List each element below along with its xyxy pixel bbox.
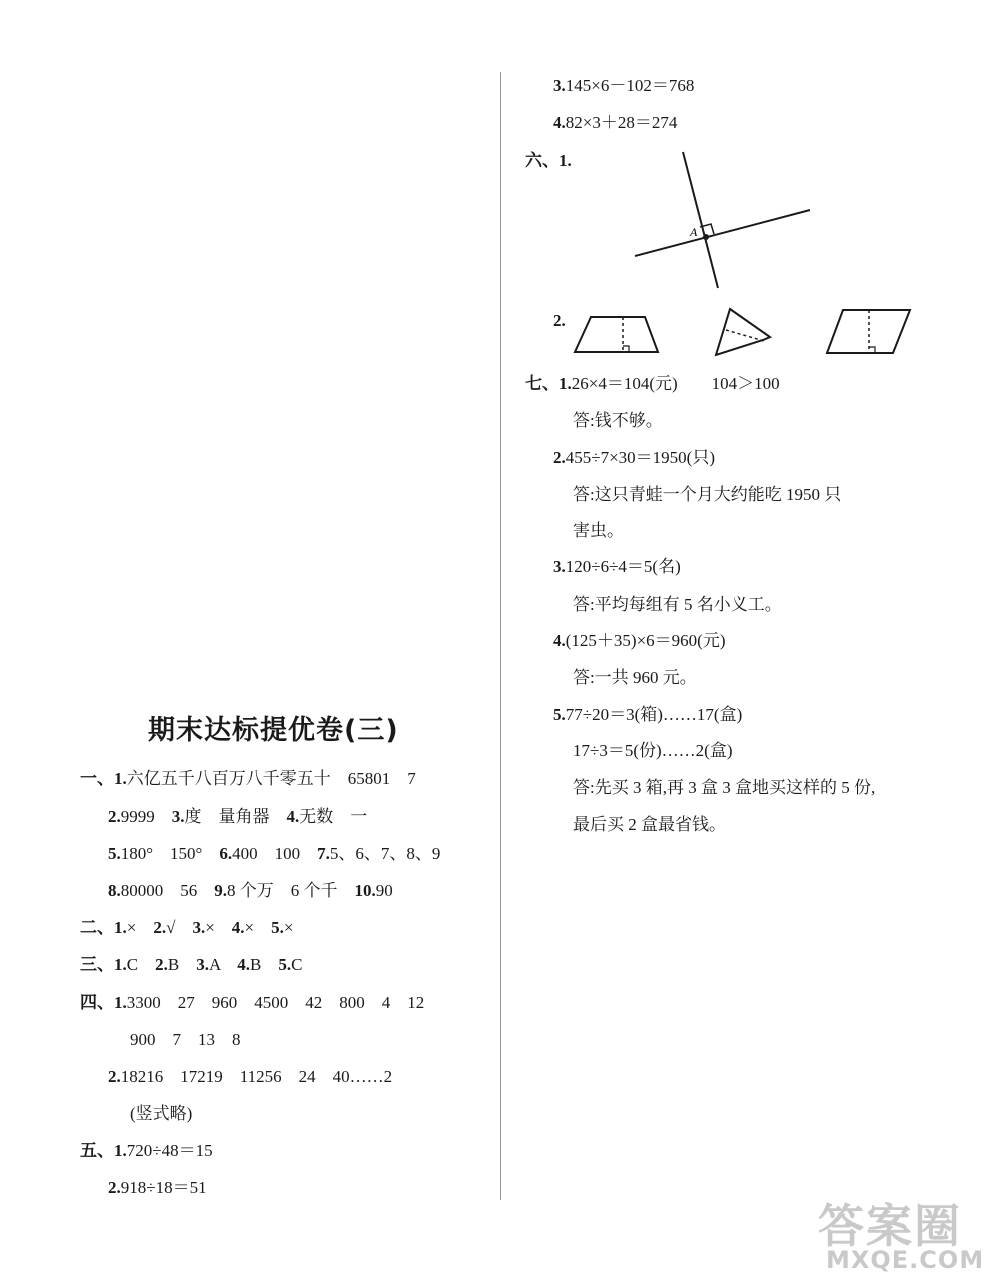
section-6-2-label: 2. [553, 311, 566, 330]
answer-7-5-response: 答:先买 3 箱,再 3 盒 3 盒地买这样的 5 份, [573, 778, 876, 797]
answer-1-2: 2.9999 3.度 量角器 4.无数 一 [108, 807, 368, 826]
perpendicular-line [683, 152, 718, 288]
answer-7-2: 2.455÷7×30＝1950(只) [553, 448, 715, 467]
answer-7-4-response: 答:一共 960 元。 [573, 668, 697, 687]
answer-4-1: 四、1.3300 27 960 4500 42 800 4 12 [80, 993, 425, 1012]
answer-7-3: 3.120÷6÷4＝5(名) [553, 557, 681, 576]
answer-1-8: 8.80000 56 9.8 个万 6 个千 10.90 [108, 881, 393, 900]
answer-5-1: 五、1.720÷48＝15 [80, 1141, 213, 1160]
answer-7-5-second: 17÷3＝5(份)……2(盒) [573, 741, 733, 760]
point-a [703, 234, 709, 240]
point-a-label: A [690, 225, 698, 239]
watermark-logo: 答案圈 [818, 1199, 962, 1253]
answer-4-1-cont: 900 7 13 8 [130, 1030, 241, 1049]
answer-7-2-response: 答:这只青蛙一个月大约能吃 1950 只 [573, 485, 842, 504]
line-1 [635, 210, 810, 256]
answer-5-2: 2.918÷18＝51 [108, 1178, 207, 1197]
answer-5-3: 3.145×6－102＝768 [553, 76, 695, 95]
quadrilateral [716, 309, 770, 355]
answer-1-5: 5.180° 150° 6.400 100 7.5、6、7、8、9 [108, 844, 441, 863]
answer-7-1-response: 答:钱不够。 [573, 411, 663, 430]
trapezoid [575, 317, 658, 352]
answer-4-2-cont: (竖式略) [130, 1104, 193, 1123]
answer-7-1: 七、1.26×4＝104(元) 104＞100 [525, 374, 780, 393]
section-6-heading: 六、1. [525, 151, 572, 170]
answer-1-1: 一、1.六亿五千八百万八千零五十 65801 7 [80, 769, 416, 788]
answer-7-3-response: 答:平均每组有 5 名小义工。 [573, 595, 782, 614]
answer-5-4: 4.82×3＋28＝274 [553, 113, 678, 132]
answer-7-2-response-cont: 害虫。 [573, 521, 624, 540]
answer-2: 二、1.× 2.√ 3.× 4.× 5.× [80, 918, 294, 937]
answer-3: 三、1.C 2.B 3.A 4.B 5.C [80, 955, 303, 974]
page-title: 期末达标提优卷(三) [148, 715, 399, 746]
answer-7-5: 5.77÷20＝3(箱)……17(盒) [553, 705, 743, 724]
answer-7-4: 4.(125＋35)×6＝960(元) [553, 631, 726, 650]
watermark-url: MXQE.COM [826, 1246, 985, 1274]
answer-7-5-response-cont: 最后买 2 盒最省钱。 [573, 815, 726, 834]
answer-4-2: 2.18216 17219 11256 24 40……2 [108, 1067, 393, 1086]
